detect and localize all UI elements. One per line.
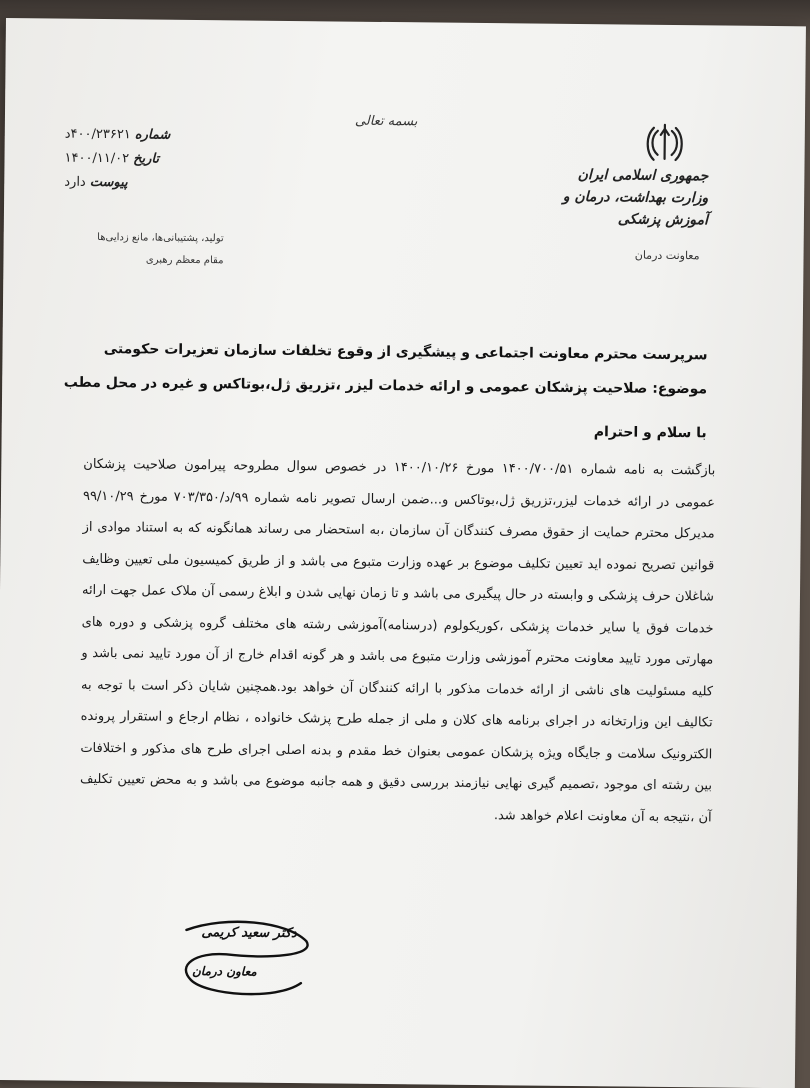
number-row — [65, 127, 225, 153]
slogan — [63, 227, 223, 273]
attachment-row — [64, 175, 224, 201]
date-value: ۱۴۰۰/۱۱/۰۲ — [64, 150, 130, 167]
date-row — [64, 151, 224, 177]
attachment-value: دارد — [64, 174, 86, 190]
recipient-line: سرپرست محترم معاونت اجتماعی و پیشگیری از وقوع تخلفات سازمان تعزیرات حکومتی — [103, 341, 708, 364]
iran-emblem-icon — [644, 121, 684, 165]
subject-label: موضوع: — [652, 380, 708, 398]
number-value: ۴۰۰/۲۳۶۲۱د — [64, 126, 131, 143]
body-line: شاغلان حرف پزشکی و وابسته در حال پیگیری می باشد و تا زمان نهایی شدن و ابلاغ رسمی آن ملاک عمل جهت ارائه — [81, 582, 715, 605]
body-line: مهارتی مورد تایید معاونت محترم آموزشی وزارت متبوع می باشد و هر گونه اقدام خارج از آن مورد تایید نمی باشد و — [81, 645, 714, 668]
letter-meta — [64, 127, 225, 201]
attachment-label: پیوست — [89, 174, 128, 191]
letter-body — [80, 449, 716, 834]
slogan-line: مقام معظم رهبری — [145, 254, 224, 267]
date-label: تاریخ — [133, 151, 160, 167]
subject-line — [64, 375, 708, 398]
deputy-office: معاونت درمان — [634, 248, 700, 263]
ministry-line: جمهوری اسلامی ایران — [577, 166, 709, 185]
body-line: الکترونیک سلامت و جایگاه ویژه پزشکان عمومی بعنوان خط مقدم و بدنه اصلی اجرای طرح های مذکور و اختلافات — [80, 740, 713, 762]
body-line: قوانین تصریح نموده اید تعیین تکلیف موضوع بر عهده وزارت متبوع می باشد و از طریق کمیسیون ملی تعیین وظایف — [82, 551, 715, 573]
body-line: بین رشته ای موجود ،تصمیم گیری نهایی نیازمند بررسی دقیق و همه جانبه موضوع می باشد و به محض تعیین تکلیف — [79, 771, 713, 794]
basmala-heading: بسمه تعالی — [354, 113, 418, 130]
ministry-line: وزارت بهداشت، درمان و آموزش پزشکی — [562, 188, 709, 229]
body-line: خدمات فوق یا سایر خدمات پزشکی ،کوریکولوم (درسنامه)آموزشی رشته های مختلف گروه پزشکی و دوره های — [81, 614, 714, 636]
body-line: کلیه مسئولیت های ناشی از ارائه خدمات مذکور با ارائه کنندگان آن خواهد بود.همچنین شایان ذکر است با توجه به — [80, 677, 714, 699]
signatory-name: دکتر سعید کریمی — [201, 925, 297, 942]
signatory-title: معاون درمان — [191, 964, 257, 979]
slogan-line: تولید، پشتیبانی‌ها، مانع زدایی‌ها — [97, 231, 224, 245]
number-label: شماره — [134, 127, 171, 143]
body-line: عمومی در ارائه خدمات لیزر،تزریق ژل،بوتاکس و...ضمن ارسال تصویر نامه شماره ۹۹/د/۷۰۳/۳۵۰ مورخ ۹۹/۱۰/۲۹ — [82, 488, 716, 510]
ministry-name — [518, 163, 709, 231]
letter-page — [0, 18, 806, 1088]
body-line: مدیرکل محترم حمایت از حقوق مصرف کنندگان آن سازمان ،به استحضار می رساند همانگونه که به استناد موادی از — [82, 519, 715, 542]
body-line: تکالیف این وزارتخانه در اجرای برنامه های کلان و ملی از جمله طرح پزشک خانواده ، نظام ارجاع و استقرار پرونده — [80, 708, 713, 731]
greeting: با سلام و احترام — [593, 424, 707, 442]
body-line: بازگشت به نامه شماره ۱۴۰۰/۷۰۰/۵۱ مورخ ۱۴۰۰/۱۰/۲۶ در خصوص سوال مطروحه پیرامون صلاحیت پزشکان — [83, 456, 716, 479]
subject-text: صلاحیت پزشکان عمومی و ارائه خدمات لیزر ،تزریق ژل،بوتاکس و غیره در محل مطب — [63, 374, 648, 397]
body-line: آن ،نتیجه به آن معاونت اعلام خواهد شد. — [493, 807, 712, 825]
